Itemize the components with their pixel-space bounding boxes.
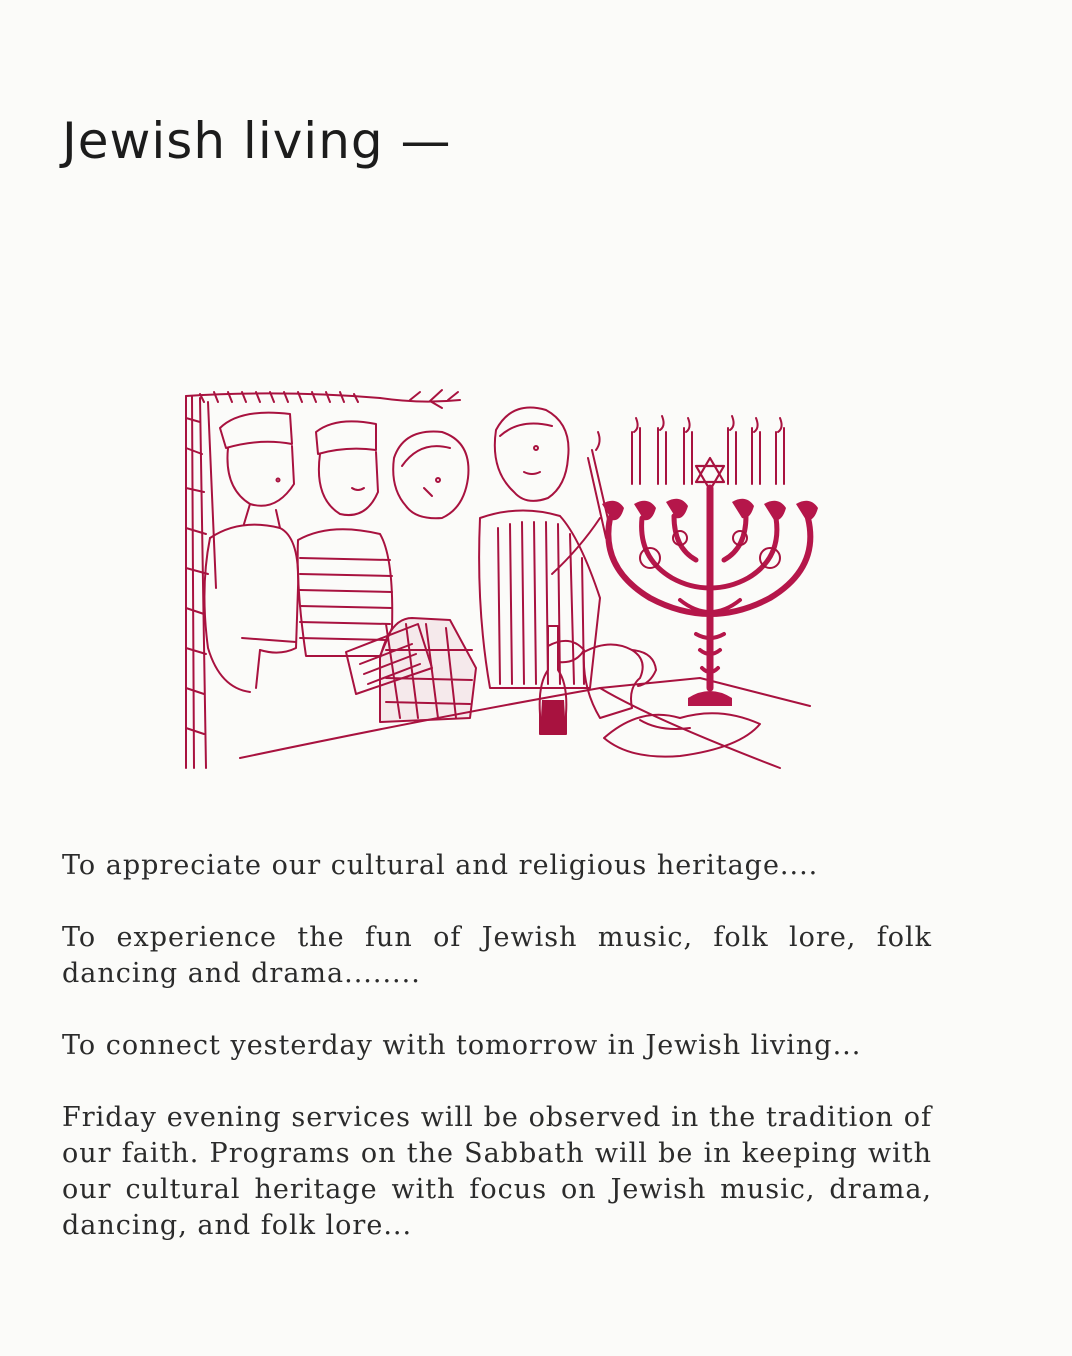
pitcher-icon <box>584 644 760 756</box>
wine-bottle-icon <box>540 626 567 734</box>
paragraph-connect: To connect yesterday with tomorrow in Jewish living... <box>62 1030 862 1061</box>
sabbath-illustration <box>180 388 820 772</box>
menorah-icon <box>602 416 818 706</box>
page-title: Jewish living — <box>62 112 452 170</box>
paragraph-friday-services: Friday evening services will be observed in the tradition of our faith. Programs on the Sabbath will be in keeping with our cultural heritage with focus on Jewish music, drama, dancing, and folk lore... <box>62 1102 932 1241</box>
children-group-icon <box>204 408 610 723</box>
body-text <box>62 848 932 1244</box>
paragraph-heritage: To appreciate our cultural and religious heritage.... <box>62 850 819 881</box>
paragraph-experience: To experience the fun of Jewish music, folk lore, folk dancing and drama........ <box>62 922 932 989</box>
